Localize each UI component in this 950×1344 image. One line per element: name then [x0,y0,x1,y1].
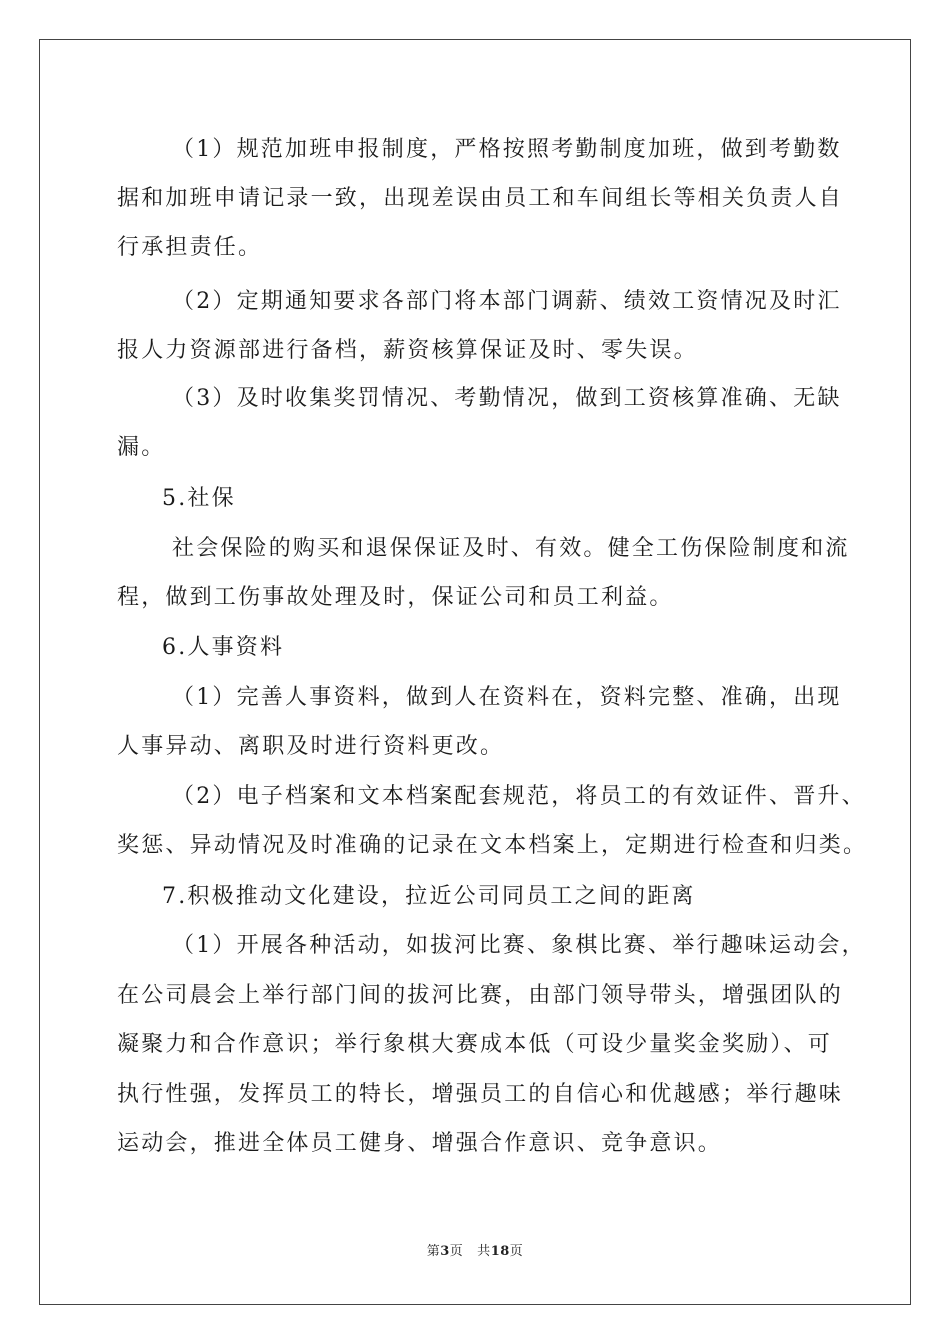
page-number: 第3页 [426,1244,464,1259]
section-heading: 5.社保 [162,486,236,511]
paragraph-line: （2）定期通知要求各部门将本部门调薪、绩效工资情况及时汇 [172,289,842,314]
paragraph-line: 行承担责任。 [117,235,263,260]
paragraph-line: （3）及时收集奖罚情况、考勤情况，做到工资核算准确、无缺 [172,386,842,411]
paragraph-line: （1）开展各种活动，如拔河比赛、象棋比赛、举行趣味运动会， [172,933,866,958]
section-heading: 7.积极推动文化建设，拉近公司同员工之间的距离 [162,884,696,909]
section-heading: 6.人事资料 [162,635,285,660]
paragraph-line: 奖惩、异动情况及时准确的记录在文本档案上，定期进行检查和归类。 [117,833,868,858]
page-total: 共18页 [477,1244,524,1259]
paragraph-line: 运动会，推进全体员工健身、增强合作意识、竞争意识。 [117,1131,723,1156]
paragraph-line: （1）完善人事资料，做到人在资料在，资料完整、准确，出现 [172,685,842,710]
paragraph-line: 凝聚力和合作意识；举行象棋大赛成本低（可设少量奖金奖励）、可 [117,1032,833,1057]
paragraph-line: 执行性强，发挥员工的特长，增强员工的自信心和优越感；举行趣味 [117,1082,844,1107]
paragraph-line: （2）电子档案和文本档案配套规范，将员工的有效证件、晋升、 [172,784,866,809]
paragraph-line: 在公司晨会上举行部门间的拔河比赛，由部门领导带头，增强团队的 [117,983,844,1008]
paragraph-line: 社会保险的购买和退保保证及时、有效。健全工伤保险制度和流 [172,536,850,561]
paragraph-line: （1）规范加班申报制度，严格按照考勤制度加班，做到考勤数 [172,137,842,162]
paragraph-line: 人事异动、离职及时进行资料更改。 [117,734,505,759]
paragraph-line: 据和加班申请记录一致，出现差误由员工和车间组长等相关负责人自 [117,186,844,211]
page-border [39,39,911,1305]
paragraph-line: 报人力资源部进行备档，薪资核算保证及时、零失误。 [117,338,698,363]
page-footer [0,1240,950,1259]
paragraph-line: 漏。 [117,435,166,460]
paragraph-line: 程，做到工伤事故处理及时，保证公司和员工利益。 [117,585,674,610]
